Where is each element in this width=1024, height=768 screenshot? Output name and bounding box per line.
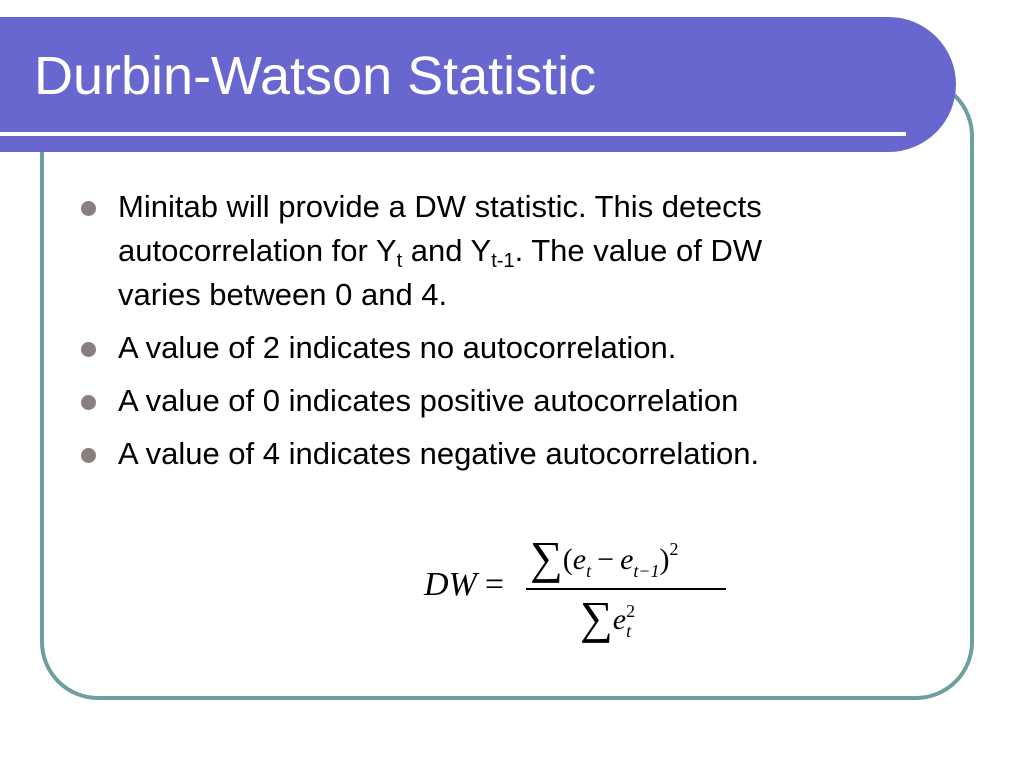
bullet-item	[78, 326, 918, 370]
bullet-icon	[81, 448, 96, 463]
var-e: e	[620, 543, 634, 576]
minus-sign: −	[597, 543, 615, 576]
var-e: e	[612, 603, 627, 636]
bullet-icon	[81, 342, 96, 357]
bullet-text-line2b: and Y	[402, 233, 492, 268]
bullet-text-line2a: autocorrelation for Y	[118, 233, 397, 268]
bullet-text: A value of 4 indicates negative autocorrelation.	[118, 436, 760, 471]
formula-denominator	[580, 592, 680, 644]
dw-formula	[422, 532, 732, 644]
open-paren: (	[562, 543, 573, 576]
subscript-t: t	[396, 250, 403, 272]
sub-t-minus-1: t−1	[633, 561, 660, 581]
bullet-text	[118, 189, 762, 312]
bullet-text: A value of 2 indicates no autocorrelation.	[118, 330, 677, 365]
bullet-icon	[81, 395, 96, 410]
sub-t: t	[586, 561, 592, 581]
sum-symbol: ∑	[580, 592, 613, 643]
slide-title: Durbin-Watson Statistic	[34, 46, 597, 106]
bullet-item	[78, 185, 918, 317]
bullet-list	[78, 185, 918, 485]
sub-t: t	[626, 621, 632, 641]
subscript-t-1: t-1	[491, 250, 515, 272]
bullet-item	[78, 379, 918, 423]
bullet-text-line2c: . The value of DW	[514, 233, 763, 268]
formula-numerator	[530, 532, 726, 584]
bullet-text: A value of 0 indicates positive autocorrelation	[118, 383, 739, 418]
exponent-2: 2	[669, 539, 679, 559]
title-underline	[0, 132, 906, 136]
bullet-item	[78, 432, 918, 476]
formula-dw: DW	[424, 566, 477, 603]
bullet-icon	[81, 201, 96, 216]
bullet-text-line3: varies between 0 and 4.	[118, 277, 448, 312]
sup-sub-stack	[626, 599, 638, 641]
formula-lhs	[424, 565, 504, 605]
exponent-2: 2	[626, 601, 636, 621]
bullet-text-line1: Minitab will provide a DW statistic. This detects	[118, 189, 762, 224]
sum-symbol: ∑	[530, 532, 563, 583]
close-paren: )	[659, 543, 670, 576]
var-e: e	[572, 543, 587, 576]
formula-equals: =	[484, 566, 505, 603]
